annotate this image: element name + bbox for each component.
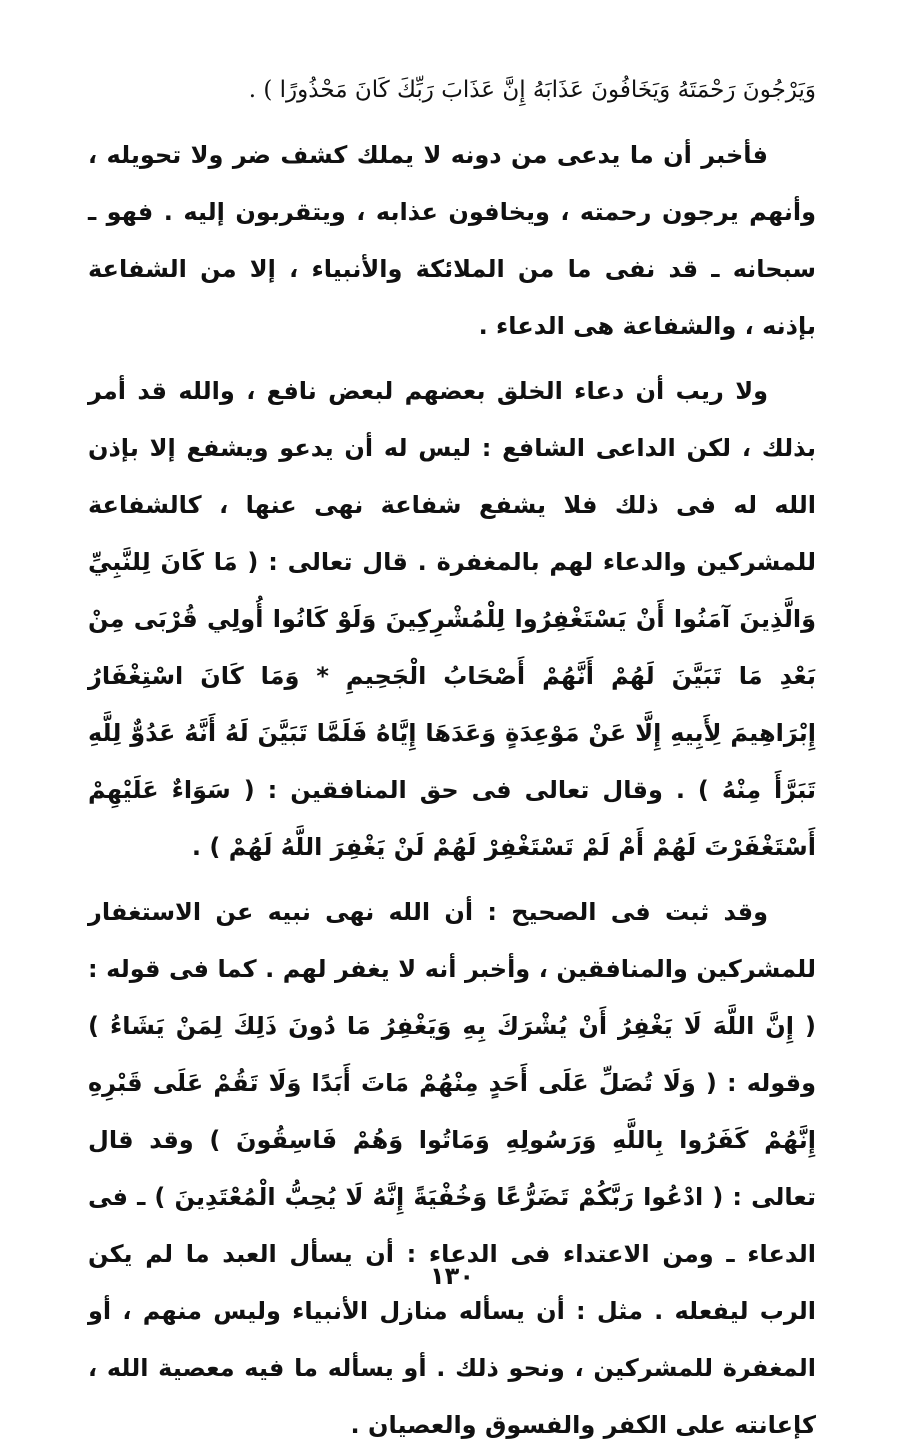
- verse-continuation: وَيَرْجُونَ رَحْمَتَهُ وَيَخَافُونَ عَذَابَهُ إِنَّ عَذَابَ رَبِّكَ كَانَ مَحْذُورًا ) .: [248, 77, 816, 103]
- page-number: ١٣٠: [430, 1262, 474, 1290]
- paragraph-2: ولا ريب أن دعاء الخلق بعضهم لبعض نافع ، والله قد أمر بذلك ، لكن الداعى الشافع : ليس له أن يدعو ويشفع إلا بإذن الله له فى ذلك فلا يشفع شفاعة نهى عنها ، كالشفاعة للمشركين والدعاء لهم بالمغفرة . قال تعالى : ( مَا كَانَ لِلنَّبِيِّ وَالَّذِينَ آمَنُوا أَنْ يَسْتَغْفِرُوا لِلْمُشْرِكِينَ وَلَوْ كَانُوا أُولِي قُرْبَى مِنْ بَعْدِ مَا تَبَيَّنَ لَهُمْ أَنَّهُمْ أَصْحَابُ الْجَحِيمِ * وَمَا كَانَ اسْتِغْفَارُ إِبْرَاهِيمَ لِأَبِيهِ إِلَّا عَنْ مَوْعِدَةٍ وَعَدَهَا إِيَّاهُ فَلَمَّا تَبَيَّنَ لَهُ أَنَّهُ عَدُوٌّ لِلَّهِ تَبَرَّأَ مِنْهُ ) . وقال تعالى فى حق المنافقين : ( سَوَاءٌ عَلَيْهِمْ أَسْتَغْفَرْتَ لَهُمْ أَمْ لَمْ تَسْتَغْفِرْ لَهُمْ لَنْ يَغْفِرَ اللَّهُ لَهُمْ ) .: [88, 377, 816, 861]
- paragraph-gap: [88, 355, 816, 363]
- paragraph-1: فأخبر أن ما يدعى من دونه لا يملك كشف ضر ولا تحويله ، وأنهم يرجون رحمته ، ويخافون عذابه ، ويتقربون إليه . فهو ـ سبحانه ـ قد نفى ما من الملائكة والأنبياء ، إلا من الشفاعة بإذنه ، والشفاعة هى الدعاء .: [88, 141, 816, 340]
- page-body: [88, 62, 816, 1454]
- paragraph-3: وقد ثبت فى الصحيح : أن الله نهى نبيه عن الاستغفار للمشركين والمنافقين ، وأخبر أنه لا يغفر لهم . كما فى قوله : ( إِنَّ اللَّهَ لَا يَغْفِرُ أَنْ يُشْرَكَ بِهِ وَيَغْفِرُ مَا دُونَ ذَلِكَ لِمَنْ يَشَاءُ ) وقوله : ( وَلَا تُصَلِّ عَلَى أَحَدٍ مِنْهُمْ مَاتَ أَبَدًا وَلَا تَقُمْ عَلَى قَبْرِهِ إِنَّهُمْ كَفَرُوا بِاللَّهِ وَرَسُولِهِ وَمَاتُوا وَهُمْ فَاسِقُونَ ) وقد قال تعالى : ( ادْعُوا رَبَّكُمْ تَضَرُّعًا وَخُفْيَةً إِنَّهُ لَا يُحِبُّ الْمُعْتَدِينَ ) ـ فى الدعاء ـ ومن الاعتداء فى الدعاء : أن يسأل العبد ما لم يكن الرب ليفعله . مثل : أن يسأله منازل الأنبياء وليس منهم ، أو المغفرة للمشركين ، ونحو ذلك . أو يسأله ما فيه معصية الله ، كإعانته على الكفر والفسوق والعصيان .: [88, 898, 816, 1439]
- paragraph-gap: [88, 876, 816, 884]
- paragraph-gap: [88, 119, 816, 127]
